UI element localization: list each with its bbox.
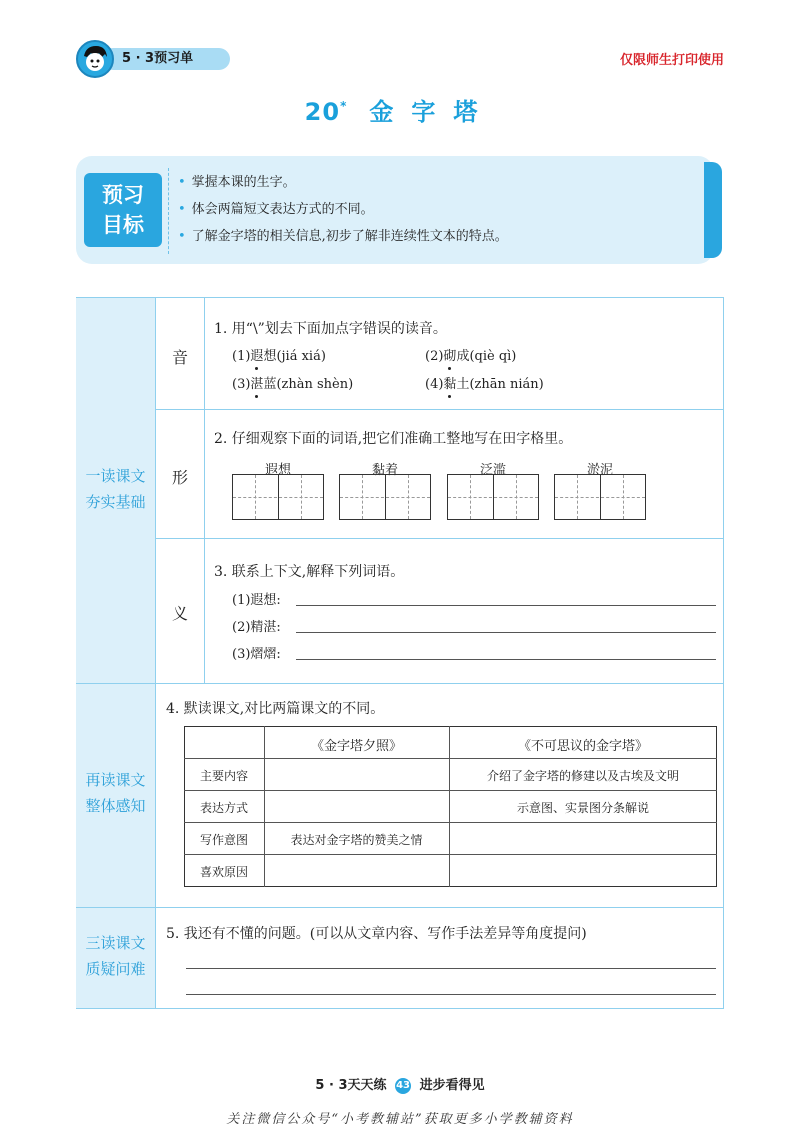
footer-right: 进步看得见: [419, 1078, 485, 1093]
q1-option: (3)湛蓝(zhàn shèn): [232, 377, 354, 392]
section-first-read: [76, 298, 156, 683]
q3-prompt: 3. 联系上下文,解释下列词语。: [214, 564, 405, 580]
category-meaning: 义: [171, 604, 188, 623]
row-label: 喜欢原因: [199, 865, 248, 879]
tianzige-grid[interactable]: [232, 474, 324, 520]
goals-badge-line2: 目标: [102, 213, 144, 237]
section-second-read: [76, 683, 156, 907]
q2-word: 遐想: [264, 463, 291, 478]
answer-line[interactable]: [186, 968, 716, 969]
dotted-char: 黏: [443, 377, 457, 392]
answer-line[interactable]: [296, 632, 716, 633]
category-shape: 形: [171, 468, 188, 487]
section-divider: [76, 683, 724, 684]
tianzige-grid[interactable]: [554, 474, 646, 520]
worksheet-table: [76, 297, 724, 1009]
q3-item: (3)熠熠:: [232, 647, 281, 662]
section-divider: [76, 907, 724, 908]
dotted-char: 湛: [250, 377, 264, 392]
q4-prompt: 4. 默读课文,对比两篇课文的不同。: [166, 701, 385, 717]
table-cell: 介绍了金字塔的修建以及古埃及文明: [486, 769, 679, 783]
promo-text: 关注微信公众号“小考教辅站”获取更多小学教辅资料: [226, 1112, 574, 1127]
section-third-read: [76, 907, 156, 1008]
tianzige-grid[interactable]: [339, 474, 431, 520]
lesson-name: 金字塔: [369, 98, 496, 126]
q2-prompt: 2. 仔细观察下面的词语,把它们准确工整地写在田字格里。: [214, 431, 573, 447]
q3-item: (2)精湛:: [232, 620, 281, 635]
q1-option: (1)遐想(jiá xiá): [232, 349, 326, 364]
category-sound: 音: [171, 348, 188, 367]
q2-word: 黏着: [371, 463, 398, 478]
row-label: 主要内容: [199, 769, 248, 783]
goals-tab-decoration: [704, 162, 722, 258]
category-divider: [204, 298, 205, 683]
table-cell: 示意图、实景图分条解说: [516, 801, 649, 815]
goals-list: [178, 172, 508, 253]
section-third-line1: 三读课文: [85, 934, 146, 952]
section-second-line1: 再读课文: [85, 771, 146, 789]
column-header: 《不可思议的金字塔》: [517, 739, 648, 754]
q2-word: 泛滥: [479, 463, 506, 478]
lesson-title: [0, 92, 800, 127]
answer-line[interactable]: [296, 605, 716, 606]
column-header: 《金字塔夕照》: [310, 739, 402, 754]
section-first-line2: 夯实基础: [85, 493, 146, 511]
section-second-line2: 整体感知: [85, 797, 146, 815]
q1-option: (4)黏土(zhān nián): [425, 377, 544, 392]
q1-option: (2)砌成(qiè qì): [425, 349, 517, 364]
goal-item: • 掌握本课的生字。: [178, 172, 508, 199]
brand-label: 5 · 3预习单: [102, 48, 230, 70]
table-cell: 表达对金字塔的赞美之情: [290, 833, 423, 847]
page-number: 43: [395, 1078, 411, 1094]
row-label: 表达方式: [199, 801, 248, 815]
page-footer: [0, 1074, 800, 1094]
tianzige-grid[interactable]: [447, 474, 539, 520]
print-restriction-note: 仅限师生打印使用: [619, 53, 724, 68]
footer-left: 5 · 3天天练: [315, 1078, 387, 1093]
row-label: 写作意图: [199, 833, 248, 847]
q3-item: (1)遐想:: [232, 593, 281, 608]
q2-word: 淤泥: [586, 463, 613, 478]
goals-badge-line1: 预习: [102, 183, 144, 207]
goals-divider: [168, 168, 169, 254]
dotted-char: 砌: [443, 349, 457, 364]
q1-prompt: 1. 用“\”划去下面加点字错误的读音。: [214, 321, 447, 337]
row-divider: [156, 409, 724, 410]
row-divider: [156, 538, 724, 539]
q5-prompt: 5. 我还有不懂的问题。(可以从文章内容、写作手法差异等角度提问): [166, 926, 587, 942]
lesson-star: *: [340, 99, 348, 113]
dotted-char: 遐: [250, 349, 264, 364]
section-first-line1: 一读课文: [85, 467, 146, 485]
goal-item: • 体会两篇短文表达方式的不同。: [178, 199, 508, 226]
mascot-icon: [76, 40, 114, 78]
section-third-line2: 质疑问难: [85, 960, 146, 978]
goals-badge: [84, 173, 162, 247]
answer-line[interactable]: [186, 994, 716, 995]
goal-item: • 了解金字塔的相关信息,初步了解非连续性文本的特点。: [178, 226, 508, 253]
answer-line[interactable]: [296, 659, 716, 660]
lesson-number: 20: [304, 98, 341, 126]
